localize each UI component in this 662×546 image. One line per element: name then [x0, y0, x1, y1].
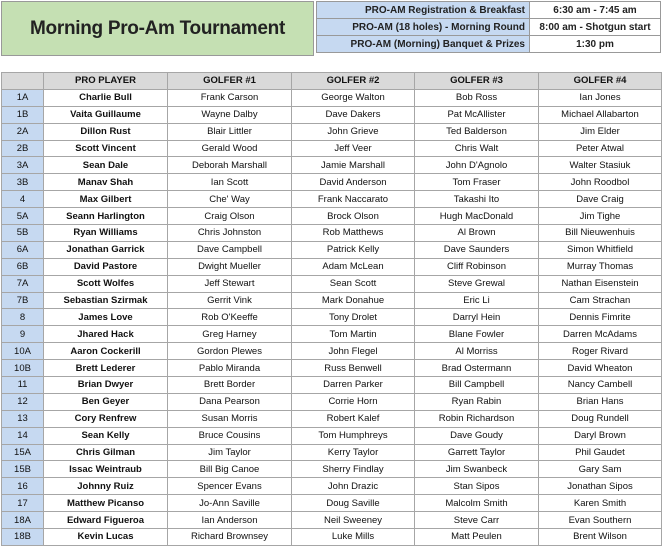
table-row: [2, 140, 662, 157]
golfer-cell: Hugh MacDonald: [415, 208, 539, 225]
golfer-cell: Ryan Rabin: [415, 393, 539, 410]
golfer-cell: Gordon Plewes: [168, 343, 292, 360]
table-row: [2, 191, 662, 208]
hole-number-cell: 13: [2, 410, 44, 427]
table-row: [2, 377, 662, 394]
golfer-cell: Jamie Marshall: [292, 157, 415, 174]
golfer-cell: Gerald Wood: [168, 140, 292, 157]
golfer-cell: Corrie Horn: [292, 393, 415, 410]
golfer-cell: Eric Li: [415, 292, 539, 309]
golfer-cell: Cliff Robinson: [415, 258, 539, 275]
pro-player-cell: Chris Gilman: [44, 444, 168, 461]
hole-number-cell: 17: [2, 495, 44, 512]
table-row: [2, 410, 662, 427]
pro-player-cell: Kevin Lucas: [44, 529, 168, 546]
column-header: GOLFER #2: [292, 73, 415, 90]
table-row: [2, 444, 662, 461]
hole-number-cell: 2B: [2, 140, 44, 157]
pro-player-cell: Ryan Williams: [44, 225, 168, 242]
golfer-cell: Malcolm Smith: [415, 495, 539, 512]
golfer-cell: Dave Craig: [539, 191, 662, 208]
hole-number-cell: 14: [2, 427, 44, 444]
golfer-cell: Craig Olson: [168, 208, 292, 225]
golfer-cell: Ian Scott: [168, 174, 292, 191]
pro-player-cell: Vaita Guillaume: [44, 106, 168, 123]
golfer-cell: Sean Scott: [292, 275, 415, 292]
golfer-cell: John D'Agnolo: [415, 157, 539, 174]
golfer-cell: Frank Carson: [168, 89, 292, 106]
hole-number-cell: 1A: [2, 89, 44, 106]
hole-number-cell: 9: [2, 326, 44, 343]
golfer-cell: Brett Border: [168, 377, 292, 394]
table-row: [2, 89, 662, 106]
golfer-cell: Simon Whitfield: [539, 241, 662, 258]
golfer-cell: Dana Pearson: [168, 393, 292, 410]
golfer-cell: Tom Martin: [292, 326, 415, 343]
golfer-cell: Gerrit Vink: [168, 292, 292, 309]
golfer-cell: David Wheaton: [539, 360, 662, 377]
pairings-table: [1, 72, 662, 546]
pro-player-cell: Seann Harlington: [44, 208, 168, 225]
golfer-cell: Garrett Taylor: [415, 444, 539, 461]
golfer-cell: Jo-Ann Saville: [168, 495, 292, 512]
hole-column-header: [2, 73, 44, 90]
golfer-cell: Darryl Hein: [415, 309, 539, 326]
hole-number-cell: 15B: [2, 461, 44, 478]
pro-player-cell: Max Gilbert: [44, 191, 168, 208]
golfer-cell: Tom Fraser: [415, 174, 539, 191]
schedule-time: 8:00 am - Shotgun start: [530, 19, 661, 36]
pro-player-cell: Edward Figueroa: [44, 512, 168, 529]
golfer-cell: Dave Campbell: [168, 241, 292, 258]
hole-number-cell: 6B: [2, 258, 44, 275]
golfer-cell: Murray Thomas: [539, 258, 662, 275]
golfer-cell: Dwight Mueller: [168, 258, 292, 275]
hole-number-cell: 4: [2, 191, 44, 208]
golfer-cell: Karen Smith: [539, 495, 662, 512]
golfer-cell: Jeff Veer: [292, 140, 415, 157]
golfer-cell: Dave Saunders: [415, 241, 539, 258]
golfer-cell: Darren McAdams: [539, 326, 662, 343]
schedule-time: 6:30 am - 7:45 am: [530, 2, 661, 19]
golfer-cell: Bruce Cousins: [168, 427, 292, 444]
golfer-cell: Tom Humphreys: [292, 427, 415, 444]
table-row: [2, 225, 662, 242]
golfer-cell: Ian Anderson: [168, 512, 292, 529]
hole-number-cell: 3A: [2, 157, 44, 174]
hole-number-cell: 16: [2, 478, 44, 495]
golfer-cell: Frank Naccarato: [292, 191, 415, 208]
golfer-cell: Brad Ostermann: [415, 360, 539, 377]
golfer-cell: Tony Drolet: [292, 309, 415, 326]
pro-player-cell: Brian Dwyer: [44, 377, 168, 394]
golfer-cell: Evan Southern: [539, 512, 662, 529]
golfer-cell: Jim Tighe: [539, 208, 662, 225]
hole-number-cell: 18A: [2, 512, 44, 529]
golfer-cell: Jim Taylor: [168, 444, 292, 461]
golfer-cell: Luke Mills: [292, 529, 415, 546]
table-row: [2, 241, 662, 258]
golfer-cell: Jim Elder: [539, 123, 662, 140]
golfer-cell: Nancy Cambell: [539, 377, 662, 394]
pro-player-cell: Jhared Hack: [44, 326, 168, 343]
golfer-cell: Al Morriss: [415, 343, 539, 360]
pro-player-cell: Sean Dale: [44, 157, 168, 174]
golfer-cell: Daryl Brown: [539, 427, 662, 444]
golfer-cell: Brent Wilson: [539, 529, 662, 546]
golfer-cell: Steve Grewal: [415, 275, 539, 292]
schedule-row: [317, 36, 661, 53]
pro-player-cell: Charlie Bull: [44, 89, 168, 106]
table-header-row: [2, 73, 662, 90]
pro-player-cell: Matthew Picanso: [44, 495, 168, 512]
hole-number-cell: 6A: [2, 241, 44, 258]
golfer-cell: Sherry Findlay: [292, 461, 415, 478]
page-title: Morning Pro-Am Tournament: [1, 1, 314, 56]
table-row: [2, 393, 662, 410]
golfer-cell: Patrick Kelly: [292, 241, 415, 258]
pro-player-cell: Brett Lederer: [44, 360, 168, 377]
golfer-cell: Richard Brownsey: [168, 529, 292, 546]
hole-number-cell: 3B: [2, 174, 44, 191]
schedule-event: PRO-AM (18 holes) - Morning Round: [317, 19, 530, 36]
golfer-cell: Ted Balderson: [415, 123, 539, 140]
table-row: [2, 461, 662, 478]
table-row: [2, 427, 662, 444]
pro-player-cell: Cory Renfrew: [44, 410, 168, 427]
column-header: PRO PLAYER: [44, 73, 168, 90]
golfer-cell: Roger Rivard: [539, 343, 662, 360]
golfer-cell: Bill Big Canoe: [168, 461, 292, 478]
golfer-cell: Spencer Evans: [168, 478, 292, 495]
golfer-cell: Stan Sipos: [415, 478, 539, 495]
golfer-cell: Michael Allabarton: [539, 106, 662, 123]
golfer-cell: Doug Saville: [292, 495, 415, 512]
table-row: [2, 292, 662, 309]
table-row: [2, 343, 662, 360]
golfer-cell: Al Brown: [415, 225, 539, 242]
hole-number-cell: 10A: [2, 343, 44, 360]
table-row: [2, 208, 662, 225]
golfer-cell: Dave Goudy: [415, 427, 539, 444]
golfer-cell: Brian Hans: [539, 393, 662, 410]
schedule-event: PRO-AM Registration & Breakfast: [317, 2, 530, 19]
golfer-cell: Pablo Miranda: [168, 360, 292, 377]
golfer-cell: Dennis Fimrite: [539, 309, 662, 326]
table-row: [2, 123, 662, 140]
golfer-cell: Darren Parker: [292, 377, 415, 394]
golfer-cell: Peter Atwal: [539, 140, 662, 157]
golfer-cell: Chris Johnston: [168, 225, 292, 242]
hole-number-cell: 7B: [2, 292, 44, 309]
golfer-cell: Brock Olson: [292, 208, 415, 225]
golfer-cell: Blair Littler: [168, 123, 292, 140]
golfer-cell: Mark Donahue: [292, 292, 415, 309]
pro-player-cell: Jonathan Garrick: [44, 241, 168, 258]
table-row: [2, 478, 662, 495]
golfer-cell: Rob Matthews: [292, 225, 415, 242]
pro-player-cell: Ben Geyer: [44, 393, 168, 410]
table-row: [2, 258, 662, 275]
document-header: [0, 0, 662, 57]
hole-number-cell: 12: [2, 393, 44, 410]
pro-player-cell: Scott Vincent: [44, 140, 168, 157]
golfer-cell: Jim Swanbeck: [415, 461, 539, 478]
golfer-cell: Nathan Eisenstein: [539, 275, 662, 292]
golfer-cell: Greg Harney: [168, 326, 292, 343]
golfer-cell: Doug Rundell: [539, 410, 662, 427]
table-row: [2, 512, 662, 529]
table-row: [2, 174, 662, 191]
golfer-cell: Matt Peulen: [415, 529, 539, 546]
golfer-cell: Ian Jones: [539, 89, 662, 106]
golfer-cell: Dave Dakers: [292, 106, 415, 123]
schedule-row: [317, 2, 661, 19]
golfer-cell: Wayne Dalby: [168, 106, 292, 123]
golfer-cell: Adam McLean: [292, 258, 415, 275]
golfer-cell: John Roodbol: [539, 174, 662, 191]
column-header: GOLFER #4: [539, 73, 662, 90]
table-row: [2, 495, 662, 512]
schedule-time: 1:30 pm: [530, 36, 661, 53]
hole-number-cell: 5B: [2, 225, 44, 242]
golfer-cell: Cam Strachan: [539, 292, 662, 309]
hole-number-cell: 2A: [2, 123, 44, 140]
pro-player-cell: Sebastian Szirmak: [44, 292, 168, 309]
golfer-cell: Takashi Ito: [415, 191, 539, 208]
schedule-table: [316, 1, 661, 53]
golfer-cell: Steve Carr: [415, 512, 539, 529]
table-row: [2, 529, 662, 546]
golfer-cell: Neil Sweeney: [292, 512, 415, 529]
hole-number-cell: 8: [2, 309, 44, 326]
column-header: GOLFER #1: [168, 73, 292, 90]
table-row: [2, 326, 662, 343]
golfer-cell: John Flegel: [292, 343, 415, 360]
pro-player-cell: James Love: [44, 309, 168, 326]
hole-number-cell: 7A: [2, 275, 44, 292]
pro-player-cell: David Pastore: [44, 258, 168, 275]
schedule-row: [317, 19, 661, 36]
pro-player-cell: Sean Kelly: [44, 427, 168, 444]
schedule-event: PRO-AM (Morning) Banquet & Prizes: [317, 36, 530, 53]
golfer-cell: Chris Walt: [415, 140, 539, 157]
golfer-cell: Robert Kalef: [292, 410, 415, 427]
pro-player-cell: Johnny Ruiz: [44, 478, 168, 495]
golfer-cell: Robin Richardson: [415, 410, 539, 427]
golfer-cell: Jeff Stewart: [168, 275, 292, 292]
golfer-cell: Che' Way: [168, 191, 292, 208]
golfer-cell: Russ Benwell: [292, 360, 415, 377]
golfer-cell: George Walton: [292, 89, 415, 106]
column-header: GOLFER #3: [415, 73, 539, 90]
golfer-cell: Jonathan Sipos: [539, 478, 662, 495]
golfer-cell: Blane Fowler: [415, 326, 539, 343]
golfer-cell: Kerry Taylor: [292, 444, 415, 461]
golfer-cell: Bob Ross: [415, 89, 539, 106]
hole-number-cell: 10B: [2, 360, 44, 377]
table-row: [2, 309, 662, 326]
hole-number-cell: 5A: [2, 208, 44, 225]
golfer-cell: Walter Stasiuk: [539, 157, 662, 174]
golfer-cell: Phil Gaudet: [539, 444, 662, 461]
hole-number-cell: 18B: [2, 529, 44, 546]
golfer-cell: Pat McAllister: [415, 106, 539, 123]
pro-player-cell: Scott Wolfes: [44, 275, 168, 292]
hole-number-cell: 11: [2, 377, 44, 394]
golfer-cell: John Drazic: [292, 478, 415, 495]
golfer-cell: Gary Sam: [539, 461, 662, 478]
hole-number-cell: 15A: [2, 444, 44, 461]
golfer-cell: Deborah Marshall: [168, 157, 292, 174]
golfer-cell: Rob O'Keeffe: [168, 309, 292, 326]
table-row: [2, 360, 662, 377]
pro-player-cell: Aaron Cockerill: [44, 343, 168, 360]
golfer-cell: Bill Campbell: [415, 377, 539, 394]
golfer-cell: David Anderson: [292, 174, 415, 191]
hole-number-cell: 1B: [2, 106, 44, 123]
table-row: [2, 157, 662, 174]
pro-player-cell: Dillon Rust: [44, 123, 168, 140]
golfer-cell: John Grieve: [292, 123, 415, 140]
pro-player-cell: Issac Weintraub: [44, 461, 168, 478]
golfer-cell: Bill Nieuwenhuis: [539, 225, 662, 242]
table-row: [2, 106, 662, 123]
table-row: [2, 275, 662, 292]
golfer-cell: Susan Morris: [168, 410, 292, 427]
pro-player-cell: Manav Shah: [44, 174, 168, 191]
